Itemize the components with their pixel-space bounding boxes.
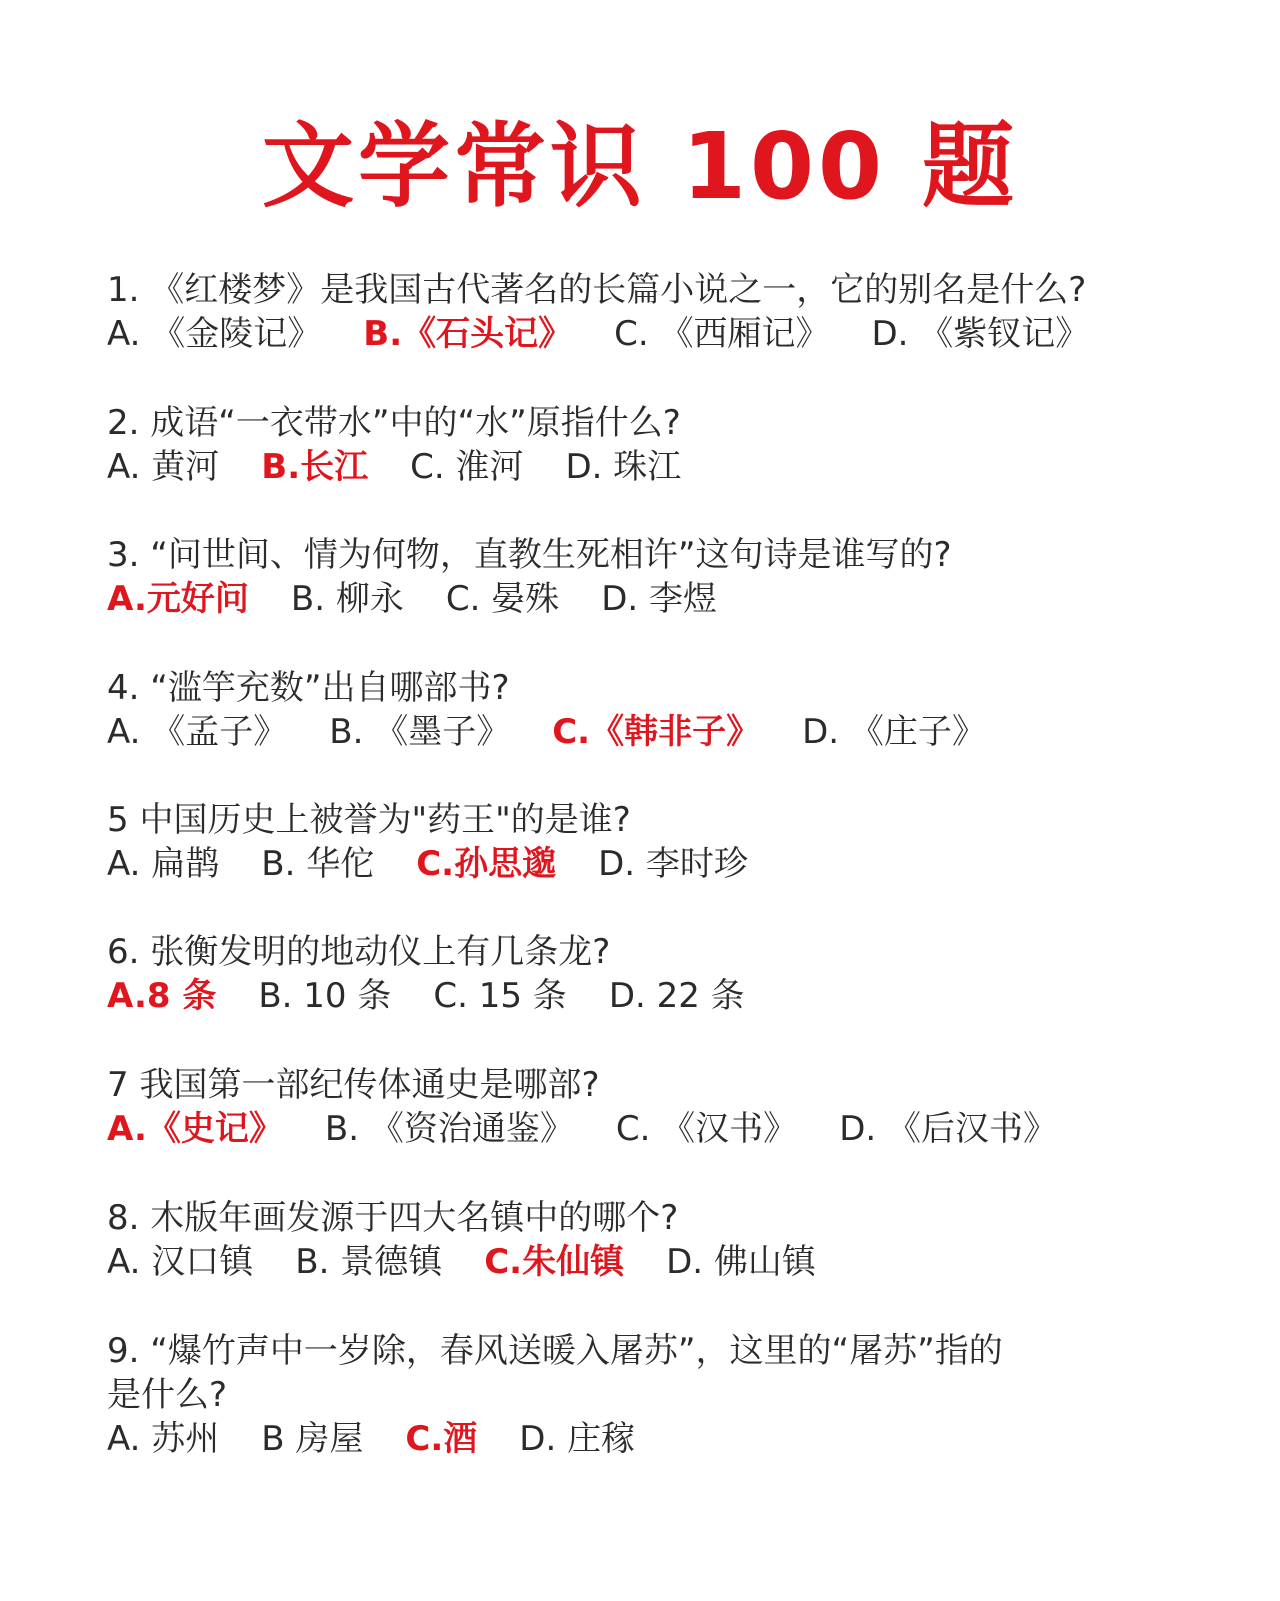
question-text: 2. 成语“一衣带水”中的“水”原指什么? [107, 403, 681, 443]
question-4 [107, 666, 1187, 754]
option-d: D. 庄稼 [519, 1419, 636, 1459]
option-d: D. 珠江 [565, 447, 682, 487]
question-5 [107, 798, 1187, 886]
option-d: D. 《紫钗记》 [871, 314, 1090, 354]
option-b: B. 10 条 [258, 976, 392, 1016]
option-b: B. 景德镇 [295, 1242, 443, 1282]
option-c: C. 15 条 [433, 976, 567, 1016]
option-list [107, 445, 1187, 489]
option-a: A. 《孟子》 [107, 712, 288, 752]
question-text: 4. “滥竽充数”出自哪部书? [107, 668, 510, 708]
question-6 [107, 930, 1187, 1018]
question-7 [107, 1063, 1187, 1151]
option-list [107, 312, 1187, 356]
question-text: 3. “问世间、情为何物，直教生死相许”这句诗是谁写的? [107, 535, 952, 575]
question-text: 5 中国历史上被誉为"药王"的是谁? [107, 800, 631, 840]
option-list [107, 842, 1187, 886]
question-text: 6. 张衡发明的地动仪上有几条龙? [107, 932, 611, 972]
question-8 [107, 1196, 1187, 1284]
question-text: 7 我国第一部纪传体通史是哪部? [107, 1065, 600, 1105]
option-list [107, 974, 1187, 1018]
question-1 [107, 268, 1187, 356]
option-a: A. 扁鹊 [107, 844, 220, 884]
option-c-correct: C.酒 [405, 1419, 478, 1459]
option-b: B. 柳永 [290, 579, 404, 619]
option-a-correct: A.8 条 [107, 976, 217, 1016]
option-list [107, 710, 1187, 754]
option-c: C. 《汉书》 [615, 1109, 798, 1149]
option-a: A. 汉口镇 [107, 1242, 254, 1282]
option-b-correct: B.长江 [261, 447, 369, 487]
page-title: 文学常识 100 题 [261, 113, 1019, 220]
option-a: A. 黄河 [107, 447, 220, 487]
option-b-correct: B.《石头记》 [363, 314, 573, 354]
option-b: B 房屋 [261, 1419, 364, 1459]
option-c-correct: C.《韩非子》 [552, 712, 761, 752]
option-c: C. 晏殊 [445, 579, 560, 619]
option-a-correct: A.元好问 [107, 579, 249, 619]
option-d: D. 《后汉书》 [839, 1109, 1057, 1149]
question-text: 1. 《红楼梦》是我国古代著名的长篇小说之一，它的别名是什么? [107, 270, 1087, 310]
question-text: 9. “爆竹声中一岁除，春风送暖入屠苏”，这里的“屠苏”指的 是什么? [107, 1331, 1003, 1415]
option-d: D. 李煜 [601, 579, 717, 619]
option-c: C. 淮河 [410, 447, 524, 487]
question-text: 8. 木版年画发源于四大名镇中的哪个? [107, 1198, 679, 1238]
option-c-correct: C.朱仙镇 [484, 1242, 625, 1282]
option-b: B. 华佗 [261, 844, 375, 884]
question-3 [107, 533, 1187, 621]
question-9 [107, 1329, 1187, 1461]
question-2 [107, 401, 1187, 489]
option-d: D. 佛山镇 [666, 1242, 816, 1282]
option-c-correct: C.孙思邈 [416, 844, 557, 884]
option-list [107, 1240, 1187, 1284]
option-d: D. 22 条 [608, 976, 745, 1016]
option-list [107, 1417, 1187, 1461]
option-b: B. 《墨子》 [329, 712, 511, 752]
option-c: C. 《西厢记》 [614, 314, 830, 354]
option-a-correct: A.《史记》 [107, 1109, 283, 1149]
option-list [107, 1107, 1187, 1151]
option-a: A. 苏州 [107, 1419, 220, 1459]
option-a: A. 《金陵记》 [107, 314, 322, 354]
option-d: D. 《庄子》 [802, 712, 986, 752]
option-d: D. 李时珍 [598, 844, 748, 884]
option-list [107, 577, 1187, 621]
option-b: B. 《资治通鉴》 [324, 1109, 574, 1149]
